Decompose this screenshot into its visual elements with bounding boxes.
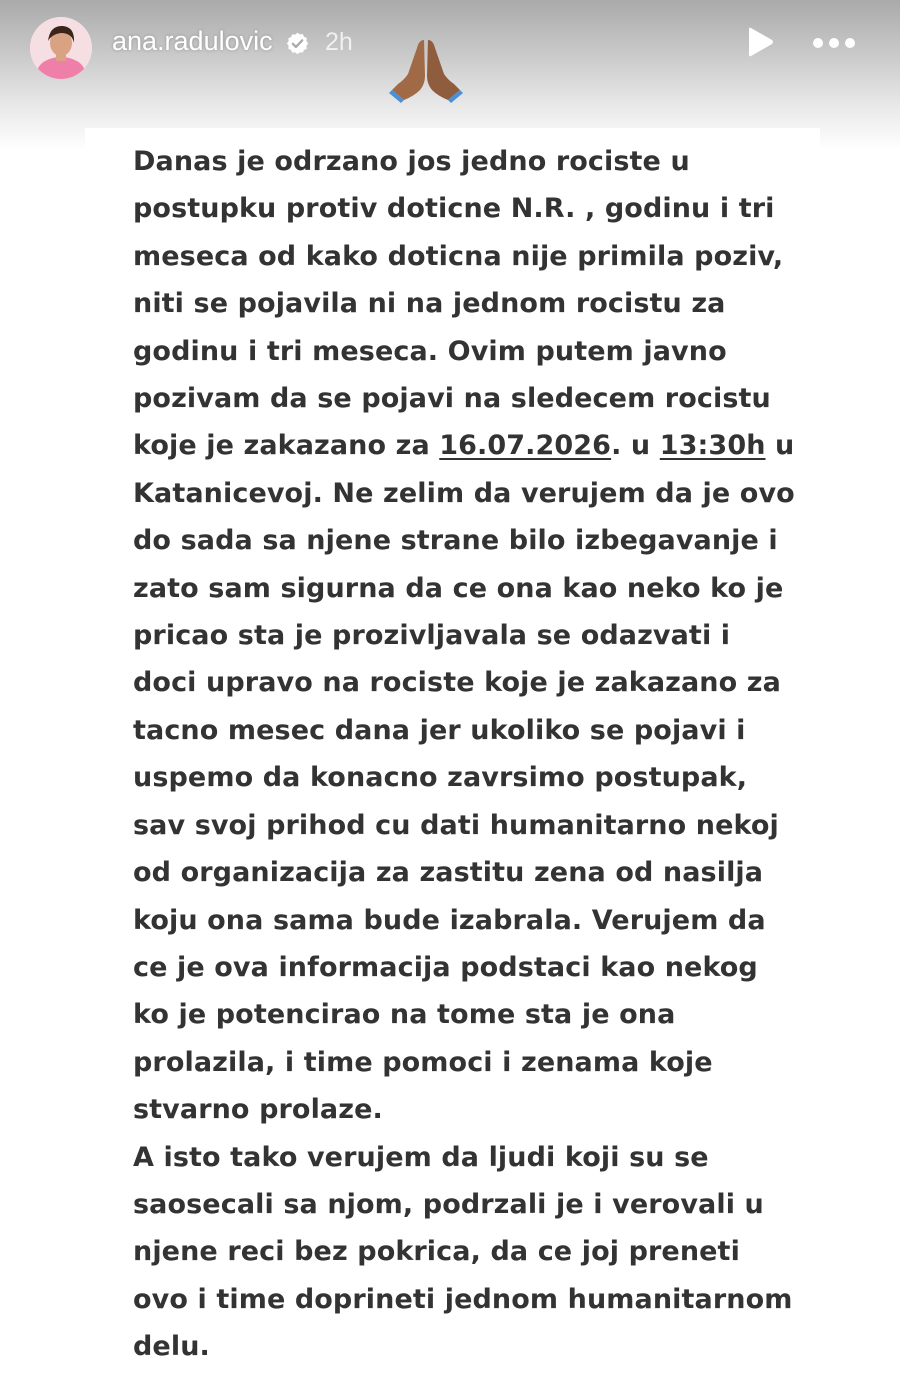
more-options-icon[interactable] (812, 37, 856, 49)
text-line: tacno mesec dana jer ukoliko se pojavi i (133, 714, 746, 746)
text-line: ce je ova informacija podstaci kao nekog (133, 951, 758, 983)
text-line (133, 422, 793, 469)
post-time: 2h (325, 28, 353, 56)
text-line: saosecali sa njom, podrzali je i verovali u (133, 1188, 764, 1220)
verified-badge-icon (285, 31, 310, 56)
hearing-date: 16.07.2026 (439, 430, 612, 462)
text-line: do sada sa njene strane bilo izbegavanje i (133, 525, 778, 557)
avatar-image (30, 17, 92, 79)
username[interactable]: ana.radulovic (112, 26, 273, 56)
text-line: meseca od kako doticna nije primila poziv, (133, 240, 784, 272)
story-header (0, 0, 900, 100)
text-line: godinu i tri meseca. Ovim putem javno (133, 335, 727, 367)
text-line: uspemo da konacno zavrsimo postupak, (133, 762, 748, 794)
text-line: zato sam sigurna da ce ona kao neko ko je (133, 572, 784, 604)
text-line: koju ona sama bude izabrala. Verujem da (133, 904, 766, 936)
text-line: stvarno prolaze. (133, 1094, 383, 1126)
avatar[interactable] (30, 17, 92, 79)
text-line: pricao sta je prozivljavala se odazvati i (133, 620, 731, 652)
text-segment: . u (611, 430, 660, 462)
folded-hands-emoji-icon (388, 34, 464, 104)
text-segment: koje je zakazano za (133, 430, 440, 462)
text-line: niti se pojavila ni na jednom rocistu za (133, 288, 726, 320)
text-line: Danas je odrzano jos jedno rociste u (133, 146, 690, 177)
text-line: ko je potencirao na tome sta je ona (133, 999, 676, 1031)
text-line: od organizacija za zastitu zena od nasilja (133, 857, 764, 889)
text-card (85, 128, 820, 1400)
text-segment: u (765, 430, 795, 462)
play-icon[interactable] (745, 26, 775, 58)
text-line: ovo i time doprineti jednom humanitarnom (133, 1283, 793, 1315)
post-text (133, 138, 793, 1371)
text-line: prolazila, i time pomoci i zenama koje (133, 1046, 713, 1078)
text-line: pozivam da se pojavi na sledecem rocistu (133, 383, 771, 415)
hearing-time: 13:30h (659, 430, 766, 462)
text-line: doci upravo na rociste koje je zakazano za (133, 667, 781, 699)
text-line: njene reci bez pokrica, da ce joj preneti (133, 1236, 740, 1268)
text-line: sav svoj prihod cu dati humanitarno nekoj (133, 809, 779, 841)
text-line: delu. (133, 1331, 210, 1363)
text-line: A isto tako verujem da ljudi koji su se (133, 1141, 709, 1173)
text-line: postupku protiv doticne N.R. , godinu i tri (133, 193, 775, 225)
text-line: Katanicevoj. Ne zelim da verujem da je ovo (133, 477, 795, 509)
